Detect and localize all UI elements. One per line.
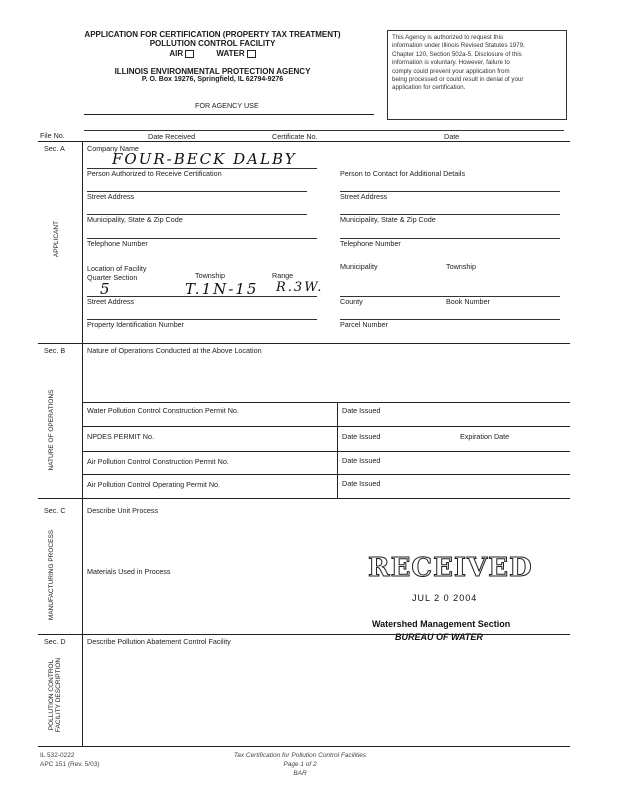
company-name-label: Company Name	[87, 144, 139, 153]
section-column-divider	[82, 141, 83, 747]
water-label: WATER	[216, 49, 245, 58]
expiration-date-label: Expiration Date	[460, 432, 510, 441]
notice-line: information is voluntary. However, failure to	[392, 59, 510, 67]
street-address-left-label: Street Address	[87, 192, 135, 201]
watershed-section: Watershed Management Section	[372, 619, 511, 629]
received-stamp: RECEIVED	[368, 553, 533, 583]
sec-a-label: Sec. A	[44, 144, 65, 153]
materials-used-label: Materials Used in Process	[87, 567, 171, 576]
npdes-permit-label: NPDES PERMIT No.	[87, 432, 154, 441]
notice-line: information under Illinois Revised Statutes 1979,	[392, 42, 525, 50]
water-checkbox[interactable]	[247, 50, 256, 58]
describe-abatement-label: Describe Pollution Abatement Control Facility	[87, 637, 231, 646]
notice-line: comply could prevent your application from	[392, 67, 510, 75]
agency-name: ILLINOIS ENVIRONMENTAL PROTECTION AGENCY	[114, 67, 311, 76]
person-authorized-label: Person Authorized to Receive Certification	[87, 169, 222, 178]
sec-b-side-label: NATURE OF OPERATIONS	[48, 389, 55, 471]
sec-b-label: Sec. B	[44, 346, 66, 355]
company-name-value[interactable]: FOUR-BECK DALBY	[112, 150, 297, 168]
date-received-label: Date Received	[148, 132, 196, 141]
footer-page: Page 1 of 2	[283, 761, 317, 768]
divider	[38, 498, 570, 499]
notice-line: being processed or could result in denial of your	[392, 76, 524, 84]
municipality-facility-label: Municipality	[340, 262, 378, 271]
sec-c-label: Sec. C	[44, 506, 66, 515]
sec-c-side-label: MANUFACTURING PROCESS	[48, 529, 55, 621]
date-label: Date	[444, 132, 460, 141]
divider	[82, 451, 570, 452]
nature-operations-label: Nature of Operations Conducted at the Above Location	[87, 346, 262, 355]
divider	[38, 746, 570, 747]
footer-code: BAR	[293, 770, 307, 777]
divider	[82, 474, 570, 475]
agency-use-title: FOR AGENCY USE	[195, 101, 259, 110]
municipality-right-label: Municipality, State & Zip Code	[340, 215, 436, 224]
divider	[38, 343, 570, 344]
water-permit-label: Water Pollution Control Construction Permit No.	[87, 406, 239, 415]
person-contact-label: Person to Contact for Additional Details	[340, 169, 466, 178]
location-facility-label: Location of Facility	[87, 264, 147, 273]
county-label: County	[340, 297, 363, 306]
sec-a-side-label: APPLICANT	[53, 220, 60, 258]
form-number: IL 532-0222	[40, 752, 75, 759]
agency-use-line	[84, 130, 564, 131]
date-issued-4-label: Date Issued	[342, 479, 381, 488]
agency-address: P. O. Box 19276, Springfield, IL 62794-9276	[141, 76, 284, 83]
file-no-label: File No.	[40, 131, 65, 140]
air-operating-permit-label: Air Pollution Control Operating Permit No.	[87, 480, 221, 489]
apc-number: APC 151 (Rev. 5/03)	[40, 761, 100, 768]
air-checkbox[interactable]	[185, 50, 194, 58]
township-value[interactable]: T.1N-15	[185, 280, 259, 298]
air-label: AIR	[169, 49, 184, 58]
footer-center-title: Tax Certification for Pollution Control Facilities	[233, 752, 367, 759]
parcel-number-label: Parcel Number	[340, 320, 388, 329]
form-header	[55, 30, 370, 83]
date-issued-1-label: Date Issued	[342, 406, 381, 415]
certificate-no-label: Certificate No.	[272, 132, 318, 141]
notice-line: Chapter 120, Section 502a-5. Disclosure of this	[392, 50, 522, 58]
privacy-notice	[387, 30, 567, 120]
telephone-left-label: Telephone Number	[87, 239, 148, 248]
telephone-right-label: Telephone Number	[340, 239, 401, 248]
township-right-label: Township	[446, 262, 476, 271]
divider	[84, 114, 374, 115]
range-value[interactable]: R.3W.	[276, 280, 324, 295]
municipality-left-label: Municipality, State & Zip Code	[87, 215, 183, 224]
column-divider	[337, 402, 338, 498]
township-label: Township	[195, 271, 225, 280]
book-number-label: Book Number	[446, 297, 490, 306]
range-label: Range	[272, 271, 294, 280]
date-issued-3-label: Date Issued	[342, 456, 381, 465]
divider	[82, 402, 570, 403]
date-issued-2-label: Date Issued	[342, 432, 381, 441]
property-id-label: Property Identification Number	[87, 320, 185, 329]
street-address-facility-label: Street Address	[87, 297, 135, 306]
form-title: APPLICATION FOR CERTIFICATION (PROPERTY TAX TREATMENT)	[84, 30, 341, 39]
divider	[38, 141, 570, 142]
quarter-section-label: Quarter Section	[87, 273, 138, 282]
describe-unit-process-label: Describe Unit Process	[87, 506, 159, 515]
notice-line: This Agency is authorized to request this	[392, 34, 504, 41]
received-date: JUL 2 0 2004	[412, 593, 478, 603]
air-water-options	[55, 49, 370, 58]
quarter-section-value[interactable]: 5	[100, 280, 112, 298]
sec-d-label: Sec. D	[44, 637, 66, 646]
sec-d-side-label: POLLUTION CONTROL FACILITY DESCRIPTION	[48, 657, 62, 733]
street-address-right-label: Street Address	[340, 192, 388, 201]
form-subtitle: POLLUTION CONTROL FACILITY	[149, 39, 276, 48]
divider	[82, 426, 570, 427]
divider	[38, 634, 570, 635]
notice-line: application for certification.	[392, 84, 466, 92]
bureau-of-water: BUREAU OF WATER	[395, 632, 483, 642]
air-construction-permit-label: Air Pollution Control Construction Permit No.	[87, 457, 229, 466]
